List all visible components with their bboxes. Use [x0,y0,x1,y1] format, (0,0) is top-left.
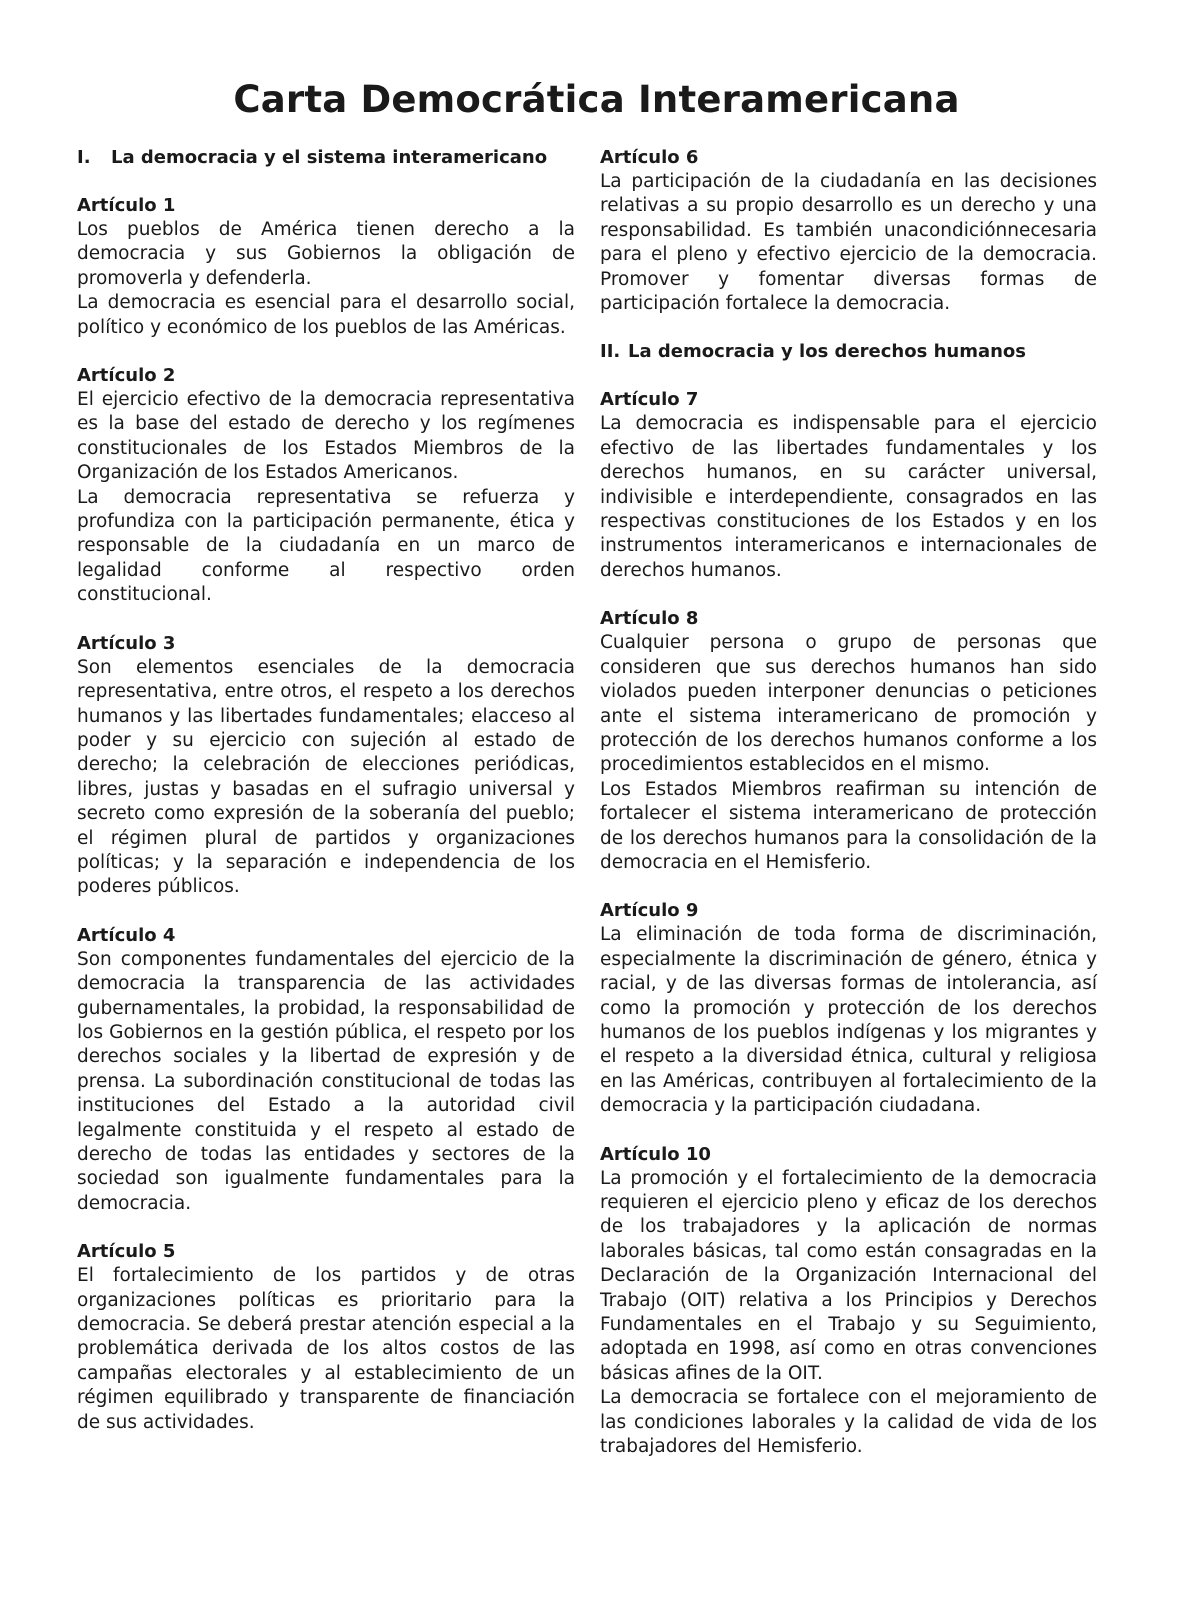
section-number: I. [77,147,91,168]
article-2 [77,364,575,608]
article-paragraph: La democracia representativa se refuerza y profundiza con la participación permanente, ética y responsable de la ciudadanía en un marco de legalidad conforme al respectivo orden constitucional. [77,486,575,606]
section-title: La democracia y el sistema interamericano [111,147,548,168]
article-paragraph: Son componentes fundamentales del ejercicio de la democracia la transparencia de las actividades gubernamentales, la probidad, la responsabilidad de los Gobiernos en la gestión pública, el respeto por los derechos sociales y la libertad de expresión y de prensa. La subordinación constitucional de todas las instituciones del Estado a la autoridad civil legalmente constituida y el respeto al estado de derecho de todas las entidades y sectores de la sociedad son igualmente fundamentales para la democracia. [77,948,575,1214]
page-title: Carta Democrática Interamericana [233,78,960,121]
article-4 [77,924,575,1216]
article-paragraph: La eliminación de toda forma de discriminación, especialmente la discriminación de género, étnica y racial, y de las diversas formas de intolerancia, así como la promoción y protección de los derechos humanos de los pueblos indígenas y los migrantes y el respeto a la diversidad étnica, cultural y religiosa en las Américas, contribuyen al fortalecimiento de la democracia y la participación ciudadana. [600,924,1097,1117]
section-title: La democracia y los derechos humanos [628,341,1026,363]
article-title: Artículo 3 [77,632,176,654]
article-paragraph: La democracia es esencial para el desarrollo social, político y económico de los pueblos de las Américas. [77,292,575,338]
article-title: Artículo 4 [77,924,176,946]
article-title: Artículo 1 [77,195,176,216]
article-7 [600,388,1097,583]
article-5 [77,1240,575,1435]
right-column [600,146,1097,1483]
article-3 [77,632,575,900]
article-8 [600,607,1097,875]
article-title: Artículo 6 [600,147,699,168]
article-title: Artículo 7 [600,389,699,411]
article-title: Artículo 8 [600,608,699,630]
article-paragraph: La promoción y el fortalecimiento de la democracia requieren el ejercicio pleno y eficaz de los derechos de los trabajadores y la aplicación de normas laborales básicas, tal como están consagradas en la Declaración de la Organización Internacional del Trabajo (OIT) relativa a los Principios y Derechos Fundamentales en el Trabajo y su Seguimiento, adoptada en 1998, así como en otras convenciones básicas afines de la OIT. [600,1167,1097,1384]
article-9 [600,899,1097,1118]
section-number: II. [600,341,621,363]
article-title: Artículo 10 [600,1143,711,1165]
article-title: Artículo 2 [77,365,176,387]
article-paragraph: La democracia se fortalece con el mejoramiento de las condiciones laborales y la calidad de vida de los trabajadores del Hemisferio. [600,1387,1097,1458]
article-title: Artículo 5 [77,1241,176,1263]
article-paragraph: Los pueblos de América tienen derecho a la democracia y sus Gobiernos la obligación de promoverla y defenderla. [77,219,575,289]
article-paragraph: El fortalecimiento de los partidos y de otras organizaciones políticas es prioritario para la democracia. Se deberá prestar atención especial a la problemática derivada de los altos costos de las campañas electorales y al establecimiento de un régimen equilibrado y transparente de financiación de sus actividades. [77,1265,575,1433]
article-title: Artículo 9 [600,900,699,922]
article-paragraph: La participación de la ciudadanía en las decisiones relativas a su propio desarrollo es un derecho y una responsabilidad. Es también unacondiciónnecesaria para el pleno y efectivo ejercicio de la democracia. Promover y fomentar diversas formas de participación fortalece la democracia. [600,171,1097,315]
article-paragraph: Son elementos esenciales de la democracia representativa, entre otros, el respeto a los derechos humanos y las libertades fundamentales; elacceso al poder y su ejercicio con sujeción al estado de derecho; la celebración de elecciones periódicas, libres, justas y basadas en el sufragio universal y secreto como expresión de la soberanía del pueblo; el régimen plural de partidos y organizaciones políticas; y la separación e independencia de los poderes públicos. [77,656,575,898]
article-paragraph: La democracia es indispensable para el ejercicio efectivo de las libertades fundamentales y los derechos humanos, en su carácter universal, indivisible e interdependiente, consagrados en las respectivas constituciones de los Estados y en los instrumentos interamericanos e internacionales de derechos humanos. [600,413,1097,581]
section-heading-ii [600,340,1097,364]
article-paragraph: Los Estados Miembros reafirman su intención de fortalecer el sistema interamericano de protección de los derechos humanos para la consolidación de la democracia en el Hemisferio. [600,778,1097,873]
article-10 [600,1143,1097,1460]
article-6 [600,146,1097,316]
left-column [77,146,575,1459]
section-heading-i [77,146,575,170]
article-paragraph: El ejercicio efectivo de la democracia representativa es la base del estado de derecho y los regímenes constitucionales de los Estados Miembros de la Organización de los Estados Americanos. [77,389,575,484]
article-1 [77,194,575,340]
article-paragraph: Cualquier persona o grupo de personas que consideren que sus derechos humanos han sido violados pueden interponer denuncias o peticiones ante el sistema interamericano de promoción y protección de los derechos humanos conforme a los procedimientos establecidos en el mismo. [600,632,1097,776]
